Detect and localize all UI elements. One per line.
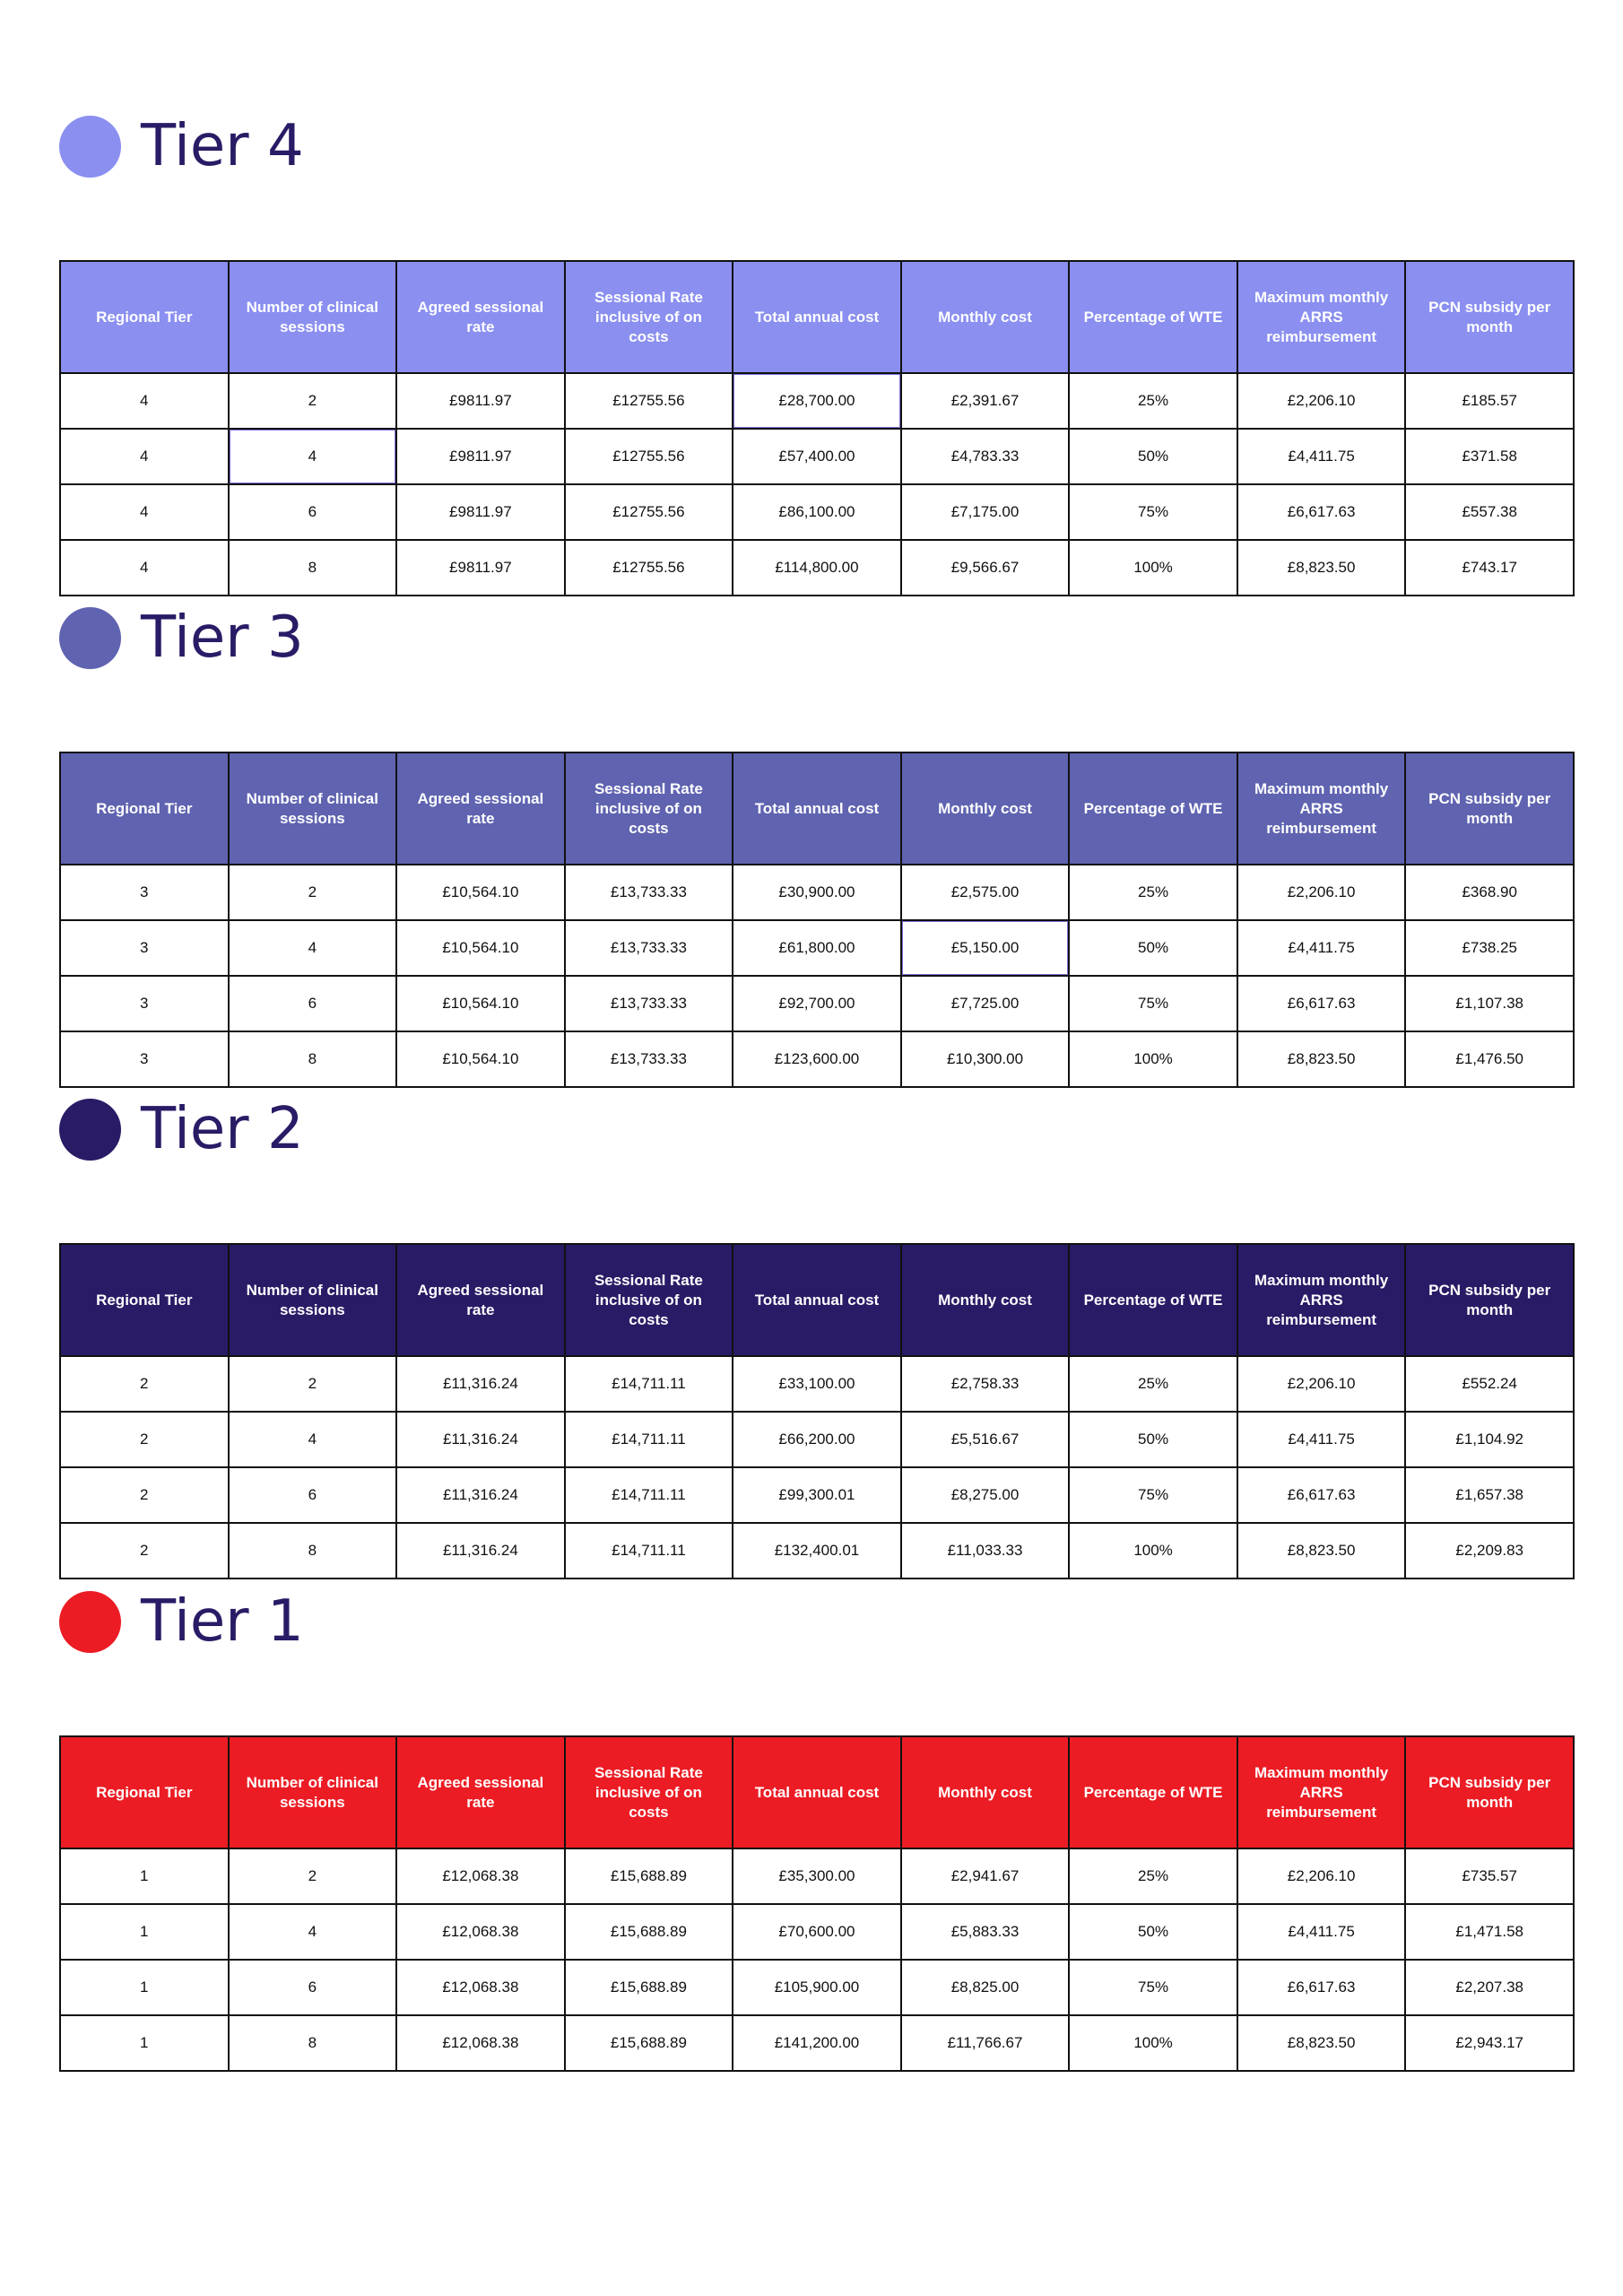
cell-sessional-rate-oncosts: £14,711.11 [565, 1467, 733, 1523]
tier-2-table [59, 1243, 1575, 1579]
table-row [60, 976, 1574, 1031]
column-header-monthly-cost: Monthly cost [901, 1736, 1070, 1848]
cell-agreed-sessional-rate: £9811.97 [396, 373, 565, 429]
cell-agreed-sessional-rate: £9811.97 [396, 484, 565, 540]
cell-regional-tier: 3 [60, 920, 229, 976]
cell-regional-tier: 2 [60, 1467, 229, 1523]
cell-sessional-rate-oncosts: £13,733.33 [565, 976, 733, 1031]
cell-clinical-sessions: 2 [229, 1848, 397, 1904]
column-header-pcn-subsidy: PCN subsidy per month [1405, 1736, 1574, 1848]
cell-sessional-rate-oncosts: £13,733.33 [565, 920, 733, 976]
cell-percentage-wte: 25% [1069, 1848, 1237, 1904]
tier-2-dot-icon [59, 1099, 121, 1161]
cell-agreed-sessional-rate: £10,564.10 [396, 976, 565, 1031]
tier-1-section [59, 1588, 1575, 2051]
table-row [60, 1523, 1574, 1578]
cell-pcn-subsidy: £743.17 [1405, 540, 1574, 596]
cell-sessional-rate-oncosts: £12755.56 [565, 540, 733, 596]
tier-3-dot-icon [59, 607, 121, 669]
cell-pcn-subsidy: £738.25 [1405, 920, 1574, 976]
cell-total-annual-cost: £114,800.00 [733, 540, 901, 596]
tier-4-section [59, 113, 1575, 576]
cell-max-arrs-reimbursement: £2,206.10 [1237, 373, 1406, 429]
table-row [60, 1960, 1574, 2015]
cell-sessional-rate-oncosts: £15,688.89 [565, 1848, 733, 1904]
cell-sessional-rate-oncosts: £12755.56 [565, 373, 733, 429]
column-header-agreed-sessional-rate: Agreed sessional rate [396, 1736, 565, 1848]
cell-total-annual-cost: £70,600.00 [733, 1904, 901, 1960]
cell-agreed-sessional-rate: £9811.97 [396, 429, 565, 484]
column-header-total-annual-cost: Total annual cost [733, 1736, 901, 1848]
cell-agreed-sessional-rate: £10,564.10 [396, 865, 565, 920]
tier-3-table [59, 752, 1575, 1088]
column-header-max-arrs-reimbursement: Maximum monthly ARRS reimbursement [1237, 1244, 1406, 1356]
column-header-pcn-subsidy: PCN subsidy per month [1405, 261, 1574, 373]
cell-regional-tier: 1 [60, 1848, 229, 1904]
cell-agreed-sessional-rate: £12,068.38 [396, 1848, 565, 1904]
cell-total-annual-cost: £33,100.00 [733, 1356, 901, 1412]
column-header-clinical-sessions: Number of clinical sessions [229, 1244, 397, 1356]
column-header-sessional-rate-oncosts: Sessional Rate inclusive of on costs [565, 1736, 733, 1848]
cell-total-annual-cost: £57,400.00 [733, 429, 901, 484]
cell-monthly-cost: £4,783.33 [901, 429, 1070, 484]
cell-monthly-cost: £2,758.33 [901, 1356, 1070, 1412]
tier-4-dot-icon [59, 116, 121, 178]
cell-monthly-cost: £10,300.00 [901, 1031, 1070, 1087]
cell-clinical-sessions: 4 [229, 429, 397, 484]
cell-pcn-subsidy: £552.24 [1405, 1356, 1574, 1412]
cell-pcn-subsidy: £185.57 [1405, 373, 1574, 429]
cell-sessional-rate-oncosts: £14,711.11 [565, 1356, 733, 1412]
cell-max-arrs-reimbursement: £8,823.50 [1237, 2015, 1406, 2071]
table-header-row [60, 752, 1574, 865]
cell-sessional-rate-oncosts: £12755.56 [565, 429, 733, 484]
column-header-pcn-subsidy: PCN subsidy per month [1405, 752, 1574, 865]
table-row [60, 484, 1574, 540]
column-header-monthly-cost: Monthly cost [901, 1244, 1070, 1356]
table-row [60, 1412, 1574, 1467]
cell-regional-tier: 4 [60, 373, 229, 429]
cell-regional-tier: 3 [60, 865, 229, 920]
table-row [60, 865, 1574, 920]
tier-4-table [59, 260, 1575, 596]
cell-total-annual-cost: £28,700.00 [733, 373, 901, 429]
table-header-row [60, 261, 1574, 373]
cell-percentage-wte: 50% [1069, 429, 1237, 484]
cell-sessional-rate-oncosts: £15,688.89 [565, 2015, 733, 2071]
table-row [60, 920, 1574, 976]
cell-percentage-wte: 100% [1069, 540, 1237, 596]
cell-total-annual-cost: £99,300.01 [733, 1467, 901, 1523]
table-row [60, 2015, 1574, 2071]
cell-agreed-sessional-rate: £12,068.38 [396, 1960, 565, 2015]
cell-monthly-cost: £8,275.00 [901, 1467, 1070, 1523]
cell-max-arrs-reimbursement: £8,823.50 [1237, 1031, 1406, 1087]
cell-max-arrs-reimbursement: £6,617.63 [1237, 976, 1406, 1031]
cell-sessional-rate-oncosts: £15,688.89 [565, 1904, 733, 1960]
cell-sessional-rate-oncosts: £14,711.11 [565, 1523, 733, 1578]
column-header-clinical-sessions: Number of clinical sessions [229, 752, 397, 865]
cell-agreed-sessional-rate: £12,068.38 [396, 1904, 565, 1960]
cell-max-arrs-reimbursement: £2,206.10 [1237, 865, 1406, 920]
cell-percentage-wte: 100% [1069, 2015, 1237, 2071]
table-row [60, 540, 1574, 596]
cell-percentage-wte: 75% [1069, 484, 1237, 540]
cell-max-arrs-reimbursement: £4,411.75 [1237, 1904, 1406, 1960]
cell-monthly-cost: £5,883.33 [901, 1904, 1070, 1960]
column-header-total-annual-cost: Total annual cost [733, 752, 901, 865]
column-header-agreed-sessional-rate: Agreed sessional rate [396, 261, 565, 373]
cell-pcn-subsidy: £1,107.38 [1405, 976, 1574, 1031]
cell-total-annual-cost: £105,900.00 [733, 1960, 901, 2015]
cell-clinical-sessions: 6 [229, 484, 397, 540]
cell-regional-tier: 3 [60, 976, 229, 1031]
tier-1-table [59, 1735, 1575, 2072]
cell-regional-tier: 2 [60, 1356, 229, 1412]
cell-clinical-sessions: 2 [229, 1356, 397, 1412]
cell-max-arrs-reimbursement: £8,823.50 [1237, 540, 1406, 596]
cell-pcn-subsidy: £2,209.83 [1405, 1523, 1574, 1578]
tier-title: Tier 2 [141, 1096, 304, 1162]
cell-percentage-wte: 75% [1069, 976, 1237, 1031]
column-header-max-arrs-reimbursement: Maximum monthly ARRS reimbursement [1237, 261, 1406, 373]
column-header-agreed-sessional-rate: Agreed sessional rate [396, 1244, 565, 1356]
column-header-monthly-cost: Monthly cost [901, 752, 1070, 865]
cell-pcn-subsidy: £735.57 [1405, 1848, 1574, 1904]
cell-percentage-wte: 25% [1069, 1356, 1237, 1412]
cell-max-arrs-reimbursement: £8,823.50 [1237, 1523, 1406, 1578]
cell-clinical-sessions: 8 [229, 1031, 397, 1087]
cell-max-arrs-reimbursement: £6,617.63 [1237, 1467, 1406, 1523]
cell-pcn-subsidy: £2,207.38 [1405, 1960, 1574, 2015]
cell-regional-tier: 1 [60, 2015, 229, 2071]
cell-pcn-subsidy: £2,943.17 [1405, 2015, 1574, 2071]
cell-total-annual-cost: £66,200.00 [733, 1412, 901, 1467]
cell-pcn-subsidy: £1,104.92 [1405, 1412, 1574, 1467]
table-row [60, 1467, 1574, 1523]
cell-regional-tier: 2 [60, 1412, 229, 1467]
column-header-sessional-rate-oncosts: Sessional Rate inclusive of on costs [565, 261, 733, 373]
tier-title: Tier 3 [141, 604, 304, 671]
table-row [60, 1904, 1574, 1960]
cell-agreed-sessional-rate: £9811.97 [396, 540, 565, 596]
column-header-percentage-wte: Percentage of WTE [1069, 752, 1237, 865]
cell-total-annual-cost: £141,200.00 [733, 2015, 901, 2071]
table-row [60, 1356, 1574, 1412]
cell-percentage-wte: 50% [1069, 920, 1237, 976]
cell-agreed-sessional-rate: £11,316.24 [396, 1523, 565, 1578]
cell-monthly-cost: £2,941.67 [901, 1848, 1070, 1904]
cell-total-annual-cost: £123,600.00 [733, 1031, 901, 1087]
tier-title: Tier 4 [141, 113, 304, 179]
table-header-row [60, 1736, 1574, 1848]
tier-heading [59, 1098, 1575, 1161]
cell-total-annual-cost: £132,400.01 [733, 1523, 901, 1578]
cell-total-annual-cost: £86,100.00 [733, 484, 901, 540]
cell-clinical-sessions: 6 [229, 1467, 397, 1523]
cell-monthly-cost: £2,391.67 [901, 373, 1070, 429]
cell-percentage-wte: 75% [1069, 1960, 1237, 2015]
cell-pcn-subsidy: £1,471.58 [1405, 1904, 1574, 1960]
column-header-monthly-cost: Monthly cost [901, 261, 1070, 373]
tier-2-section [59, 1096, 1575, 1559]
column-header-regional-tier: Regional Tier [60, 1736, 229, 1848]
cell-percentage-wte: 50% [1069, 1412, 1237, 1467]
tier-title: Tier 1 [141, 1588, 304, 1655]
column-header-max-arrs-reimbursement: Maximum monthly ARRS reimbursement [1237, 1736, 1406, 1848]
column-header-percentage-wte: Percentage of WTE [1069, 261, 1237, 373]
cell-monthly-cost: £2,575.00 [901, 865, 1070, 920]
cell-pcn-subsidy: £557.38 [1405, 484, 1574, 540]
cell-clinical-sessions: 8 [229, 2015, 397, 2071]
cell-clinical-sessions: 4 [229, 920, 397, 976]
column-header-regional-tier: Regional Tier [60, 261, 229, 373]
cell-sessional-rate-oncosts: £15,688.89 [565, 1960, 733, 2015]
cell-percentage-wte: 100% [1069, 1523, 1237, 1578]
cell-percentage-wte: 25% [1069, 373, 1237, 429]
tier-heading [59, 1590, 1575, 1653]
cell-percentage-wte: 50% [1069, 1904, 1237, 1960]
cell-max-arrs-reimbursement: £4,411.75 [1237, 1412, 1406, 1467]
cell-clinical-sessions: 8 [229, 540, 397, 596]
column-header-percentage-wte: Percentage of WTE [1069, 1244, 1237, 1356]
column-header-regional-tier: Regional Tier [60, 1244, 229, 1356]
table-row [60, 1848, 1574, 1904]
table-row [60, 429, 1574, 484]
cell-total-annual-cost: £61,800.00 [733, 920, 901, 976]
cell-monthly-cost: £7,725.00 [901, 976, 1070, 1031]
column-header-regional-tier: Regional Tier [60, 752, 229, 865]
cell-clinical-sessions: 2 [229, 373, 397, 429]
cell-total-annual-cost: £35,300.00 [733, 1848, 901, 1904]
cell-clinical-sessions: 6 [229, 976, 397, 1031]
cell-regional-tier: 4 [60, 429, 229, 484]
cell-sessional-rate-oncosts: £14,711.11 [565, 1412, 733, 1467]
cell-pcn-subsidy: £371.58 [1405, 429, 1574, 484]
cell-max-arrs-reimbursement: £6,617.63 [1237, 1960, 1406, 2015]
cell-monthly-cost: £5,150.00 [901, 920, 1070, 976]
cell-total-annual-cost: £30,900.00 [733, 865, 901, 920]
cell-regional-tier: 1 [60, 1904, 229, 1960]
table-row [60, 373, 1574, 429]
cell-clinical-sessions: 4 [229, 1412, 397, 1467]
tier-heading [59, 606, 1575, 669]
cell-regional-tier: 4 [60, 484, 229, 540]
cell-pcn-subsidy: £368.90 [1405, 865, 1574, 920]
column-header-total-annual-cost: Total annual cost [733, 261, 901, 373]
cell-monthly-cost: £7,175.00 [901, 484, 1070, 540]
cell-monthly-cost: £11,766.67 [901, 2015, 1070, 2071]
table-row [60, 1031, 1574, 1087]
cell-monthly-cost: £5,516.67 [901, 1412, 1070, 1467]
cell-sessional-rate-oncosts: £12755.56 [565, 484, 733, 540]
column-header-clinical-sessions: Number of clinical sessions [229, 1736, 397, 1848]
cell-max-arrs-reimbursement: £4,411.75 [1237, 920, 1406, 976]
tier-heading [59, 115, 1575, 178]
cell-sessional-rate-oncosts: £13,733.33 [565, 865, 733, 920]
cell-max-arrs-reimbursement: £2,206.10 [1237, 1356, 1406, 1412]
cell-agreed-sessional-rate: £11,316.24 [396, 1467, 565, 1523]
column-header-sessional-rate-oncosts: Sessional Rate inclusive of on costs [565, 752, 733, 865]
cell-max-arrs-reimbursement: £6,617.63 [1237, 484, 1406, 540]
cell-agreed-sessional-rate: £11,316.24 [396, 1356, 565, 1412]
cell-monthly-cost: £11,033.33 [901, 1523, 1070, 1578]
cell-agreed-sessional-rate: £12,068.38 [396, 2015, 565, 2071]
cell-regional-tier: 2 [60, 1523, 229, 1578]
cell-clinical-sessions: 2 [229, 865, 397, 920]
cell-clinical-sessions: 6 [229, 1960, 397, 2015]
cell-regional-tier: 3 [60, 1031, 229, 1087]
cell-max-arrs-reimbursement: £2,206.10 [1237, 1848, 1406, 1904]
cell-percentage-wte: 25% [1069, 865, 1237, 920]
cell-pcn-subsidy: £1,476.50 [1405, 1031, 1574, 1087]
cell-sessional-rate-oncosts: £13,733.33 [565, 1031, 733, 1087]
cell-total-annual-cost: £92,700.00 [733, 976, 901, 1031]
cell-monthly-cost: £8,825.00 [901, 1960, 1070, 2015]
tier-1-dot-icon [59, 1591, 121, 1653]
cell-percentage-wte: 100% [1069, 1031, 1237, 1087]
column-header-agreed-sessional-rate: Agreed sessional rate [396, 752, 565, 865]
cell-agreed-sessional-rate: £10,564.10 [396, 1031, 565, 1087]
column-header-percentage-wte: Percentage of WTE [1069, 1736, 1237, 1848]
cell-regional-tier: 4 [60, 540, 229, 596]
cell-pcn-subsidy: £1,657.38 [1405, 1467, 1574, 1523]
cell-agreed-sessional-rate: £11,316.24 [396, 1412, 565, 1467]
cell-clinical-sessions: 8 [229, 1523, 397, 1578]
tier-3-section [59, 604, 1575, 1067]
column-header-clinical-sessions: Number of clinical sessions [229, 261, 397, 373]
column-header-max-arrs-reimbursement: Maximum monthly ARRS reimbursement [1237, 752, 1406, 865]
column-header-total-annual-cost: Total annual cost [733, 1244, 901, 1356]
column-header-pcn-subsidy: PCN subsidy per month [1405, 1244, 1574, 1356]
cell-percentage-wte: 75% [1069, 1467, 1237, 1523]
cell-regional-tier: 1 [60, 1960, 229, 2015]
table-header-row [60, 1244, 1574, 1356]
cell-monthly-cost: £9,566.67 [901, 540, 1070, 596]
column-header-sessional-rate-oncosts: Sessional Rate inclusive of on costs [565, 1244, 733, 1356]
cell-max-arrs-reimbursement: £4,411.75 [1237, 429, 1406, 484]
cell-agreed-sessional-rate: £10,564.10 [396, 920, 565, 976]
cell-clinical-sessions: 4 [229, 1904, 397, 1960]
